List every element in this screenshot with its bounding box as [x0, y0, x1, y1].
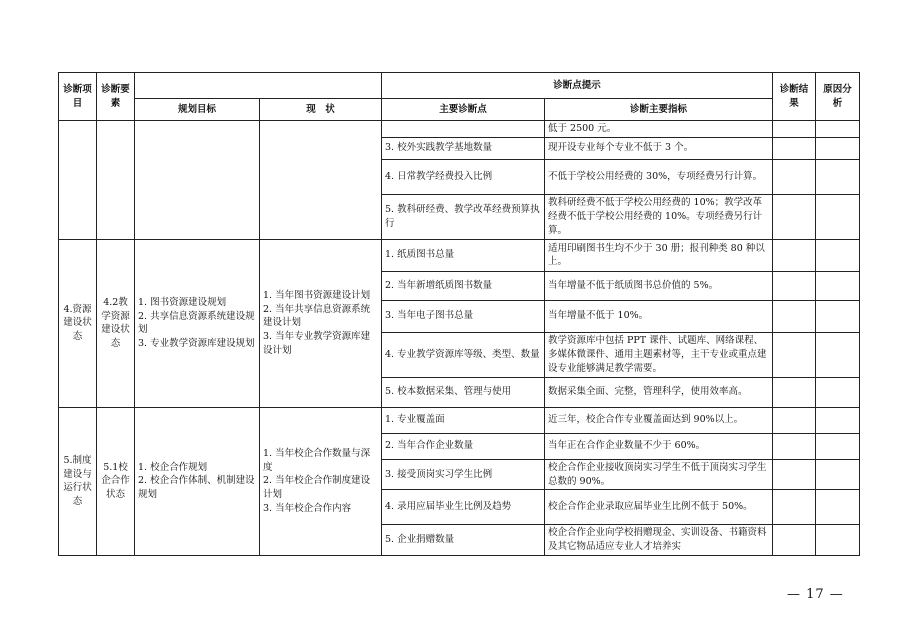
table-row	[59, 407, 860, 433]
point-cell: 4. 专业教学资源库等级、类型、数量	[382, 332, 545, 377]
point-cell	[382, 121, 545, 138]
table-row	[59, 121, 860, 138]
point-cell: 1. 专业覆盖面	[382, 407, 545, 433]
section4-status: 1. 当年图书资源建设计划 2. 当年共享信息资源系统建设计划 3. 当年专业教学资源库建设计划	[260, 239, 382, 407]
indicator-cell: 当年正在合作企业数量不少于 60%。	[545, 433, 773, 459]
point-cell: 4. 日常教学经费投入比例	[382, 159, 545, 194]
section4-element: 4.2教学资源建设状态	[97, 239, 135, 407]
indicator-cell: 当年增量不低于纸质图书总价值的 5%。	[545, 271, 773, 300]
header-result: 诊断结果	[773, 73, 816, 121]
point-cell: 3. 接受顶岗实习学生比例	[382, 459, 545, 490]
section4-item: 4.资源建设状态	[59, 239, 97, 407]
header-element: 诊断要素	[97, 73, 135, 121]
header-main-point: 主要诊断点	[382, 99, 545, 121]
point-cell: 2. 当年合作企业数量	[382, 433, 545, 459]
point-cell: 2. 当年新增纸质图书数量	[382, 271, 545, 300]
indicator-cell: 校企合作企业录取应届毕业生比例不低于 50%。	[545, 490, 773, 525]
point-cell: 4. 录用应届毕业生比例及趋势	[382, 490, 545, 525]
indicator-cell: 教科研经费不低于学校公用经费的 10%；教学改革经费不低于学校公用经费的 10%。专项经费另行计算。	[545, 194, 773, 239]
indicator-cell: 校企合作企业接收顶岗实习学生不低于顶岗实习学生总数的 90%。	[545, 459, 773, 490]
indicator-cell: 适用印刷图书生均不少于 30 册；报刊种类 80 种以上。	[545, 239, 773, 271]
diagnosis-table	[58, 72, 860, 556]
header-status: 现 状	[260, 99, 382, 121]
header-reason: 原因分析	[816, 73, 860, 121]
page-number: — 17 —	[787, 587, 844, 602]
section5-item: 5.制度建设与运行状态	[59, 407, 97, 555]
header-main-indicator: 诊断主要指标	[545, 99, 773, 121]
table-row	[59, 239, 860, 271]
indicator-cell: 不低于学校公用经费的 30%，专项经费另行计算。	[545, 159, 773, 194]
indicator-cell: 现开设专业每个专业不低于 3 个。	[545, 137, 773, 159]
indicator-cell: 近三年，校企合作专业覆盖面达到 90%以上。	[545, 407, 773, 433]
indicator-cell: 数据采集全面、完整，管理科学，使用效率高。	[545, 377, 773, 407]
header-blank	[135, 73, 382, 99]
header-points-group: 诊断点提示	[382, 73, 773, 99]
point-cell: 1. 纸质图书总量	[382, 239, 545, 271]
point-cell: 3. 当年电子图书总量	[382, 300, 545, 332]
point-cell: 3. 校外实践教学基地数量	[382, 137, 545, 159]
section5-element: 5.1校企合作状态	[97, 407, 135, 555]
indicator-cell: 当年增量不低于 10%。	[545, 300, 773, 332]
header-plan: 规划目标	[135, 99, 260, 121]
section4-plan: 1. 图书资源建设规划 2. 共享信息资源系统建设规划 3. 专业教学资源库建设规划	[135, 239, 260, 407]
indicator-cell: 教学资源库中包括 PPT 课件、试题库、网络课程、多媒体微课件、通用主题素材等，主干专业或重点建设专业能够满足教学需要。	[545, 332, 773, 377]
section5-status: 1. 当年校企合作数量与深度 2. 当年校企合作制度建设计划 3. 当年校企合作内容	[260, 407, 382, 555]
point-cell: 5. 企业捐赠数量	[382, 525, 545, 556]
point-cell: 5. 校本数据采集、管理与使用	[382, 377, 545, 407]
header-item: 诊断项目	[59, 73, 97, 121]
point-cell: 5. 教科研经费、教学改革经费预算执行	[382, 194, 545, 239]
indicator-cell: 低于 2500 元。	[545, 121, 773, 138]
indicator-cell: 校企合作企业向学校捐赠现金、实训设备、书籍资料及其它物品适应专业人才培养实	[545, 525, 773, 556]
section5-plan: 1. 校企合作规划 2. 校企合作体制、机制建设规划	[135, 407, 260, 555]
